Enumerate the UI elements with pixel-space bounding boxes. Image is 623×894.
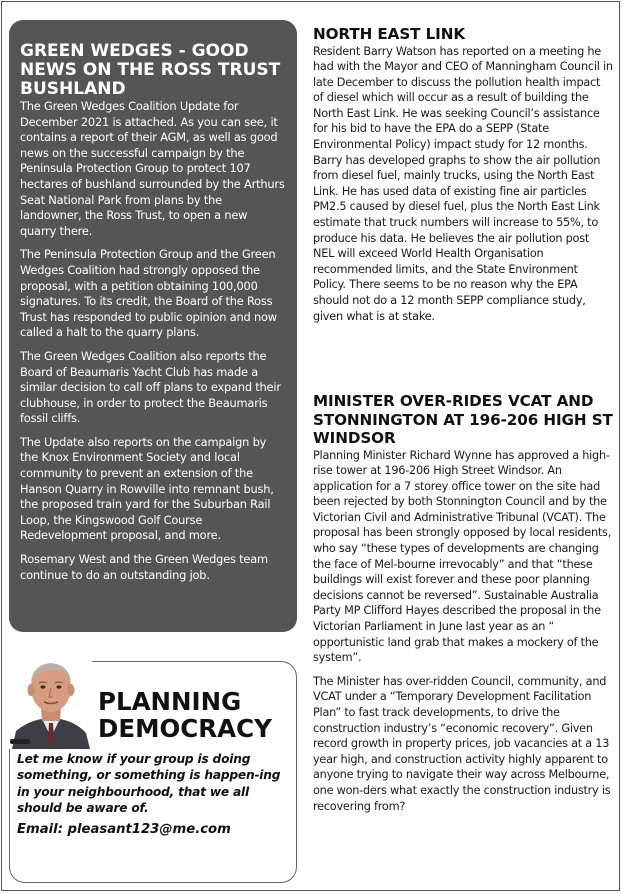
north-east-link-title: NORTH EAST LINK [313,25,466,43]
green-wedges-paragraph: Rosemary West and the Green Wedges team continue to do an outstanding job. [20,552,268,582]
portrait-photo [8,655,92,749]
green-wedges-paragraph: The Green Wedges Coalition also reports the Board of Beaumaris Yacht Club has made a similar decision to call off plans to expand their clubhouse, in order to protect the Beaumaris fossil cliffs. [20,348,281,426]
north-east-link-article [313,25,613,332]
planning-democracy-text: Let me know if your group is doing something, or something is happen-ing in your neighbourhood, that we all should be aware of. [17,752,281,816]
minister-title: MINISTER OVER-RIDES VCAT AND STONNINGTON AT 196-206 HIGH ST WINDSOR [313,392,613,447]
minister-paragraph: The Minister has over-ridden Council, community, and VCAT under a “Temporary Development Facilitation Plan” to fast track developments, to drive the construction industry’s “economic recovery”. Given record growth in property prices, job vacancies at a 13 year high, and construction activity highly apparent to anyone trying to navigate their way across Melbourne, one won-ders what exactly the construction industry is recovering from? [313,674,611,813]
green-wedges-article [9,20,297,632]
green-wedges-paragraph: The Update also reports on the campaign by the Knox Environment Society and local community to prevent an extension of the Hanson Quarry in Rowville into remnant bush, the proposed train yard for the Suburban Rail Loop, the Kingswood Golf Course Redevelopment proposal, and more. [20,434,274,543]
planning-democracy-email[interactable]: Email: pleasant123@me.com [17,822,231,837]
north-east-link-paragraph: Resident Barry Watson has reported on a meeting he had with the Mayor and CEO of Manningham Council in late December to discuss the pollution health impact of diesel which will occur as a result of building the North East Link. He was seeking Council’s assistance for his bid to have the EPA do a SEPP (State Environmental Policy) impact study for 12 months. Barry has developed graphs to show the air pollution from diesel fuel, mainly trucks, using the North East Link. He has used data of existing fine air particles PM2.5 caused by diesel fuel, plus the North East Link estimate that truck numbers will increase to 55%, to produce his data. He believes the air pollution post NEL will exceed World Health Organisation recommended limits, and the State Environment Policy. There seems to be no reason why the EPA should not do a 12 month SEPP compliance study, given what is at stake. [313,44,613,323]
green-wedges-paragraph: The Peninsula Protection Group and the Green Wedges Coalition had strongly opposed the proposal, with a petition obtaining 100,000 signatures. To its credit, the Board of the Ross Trust has responded to public opinion and now called a halt to the quarry plans. [20,247,277,340]
planning-democracy-title-line1: PLANNING [98,687,242,716]
planning-democracy-title [98,688,288,742]
planning-democracy-title-line2: DEMOCRACY [98,714,272,743]
minister-paragraph: Planning Minister Richard Wynne has approved a high-rise tower at 196-206 High Street Windsor. An application for a 7 storey office tower on the site had been rejected by both Stonnington Council and by the Victorian Civil and Administrative Tribunal (VCAT). The proposal has been strongly opposed by local residents, who say “these types of developments are changing the face of Mel-bourne irrevocably” and that “these buildings will exist forever and these poor planning decisions cannot be reversed”. Sustainable Australia Party MP Clifford Hayes described the proposal in the Victorian Parliament in June last year as an “ opportunistic land grab that makes a mockery of the system”. [313,448,612,665]
minister-article [313,392,613,822]
green-wedges-paragraph: The Green Wedges Coalition Update for December 2021 is attached. As you can see, it contains a report of their AGM, as well as good news on the successful campaign by the Peninsula Protection Group to protect 107 hectares of bushland surrounded by the Arthurs Seat National Park from plans by the landowner, the Ross Trust, to open a new quarry there. [20,99,285,238]
green-wedges-title: GREEN WEDGES - GOOD NEWS ON THE ROSS TRUST BUSHLAND [20,41,281,99]
